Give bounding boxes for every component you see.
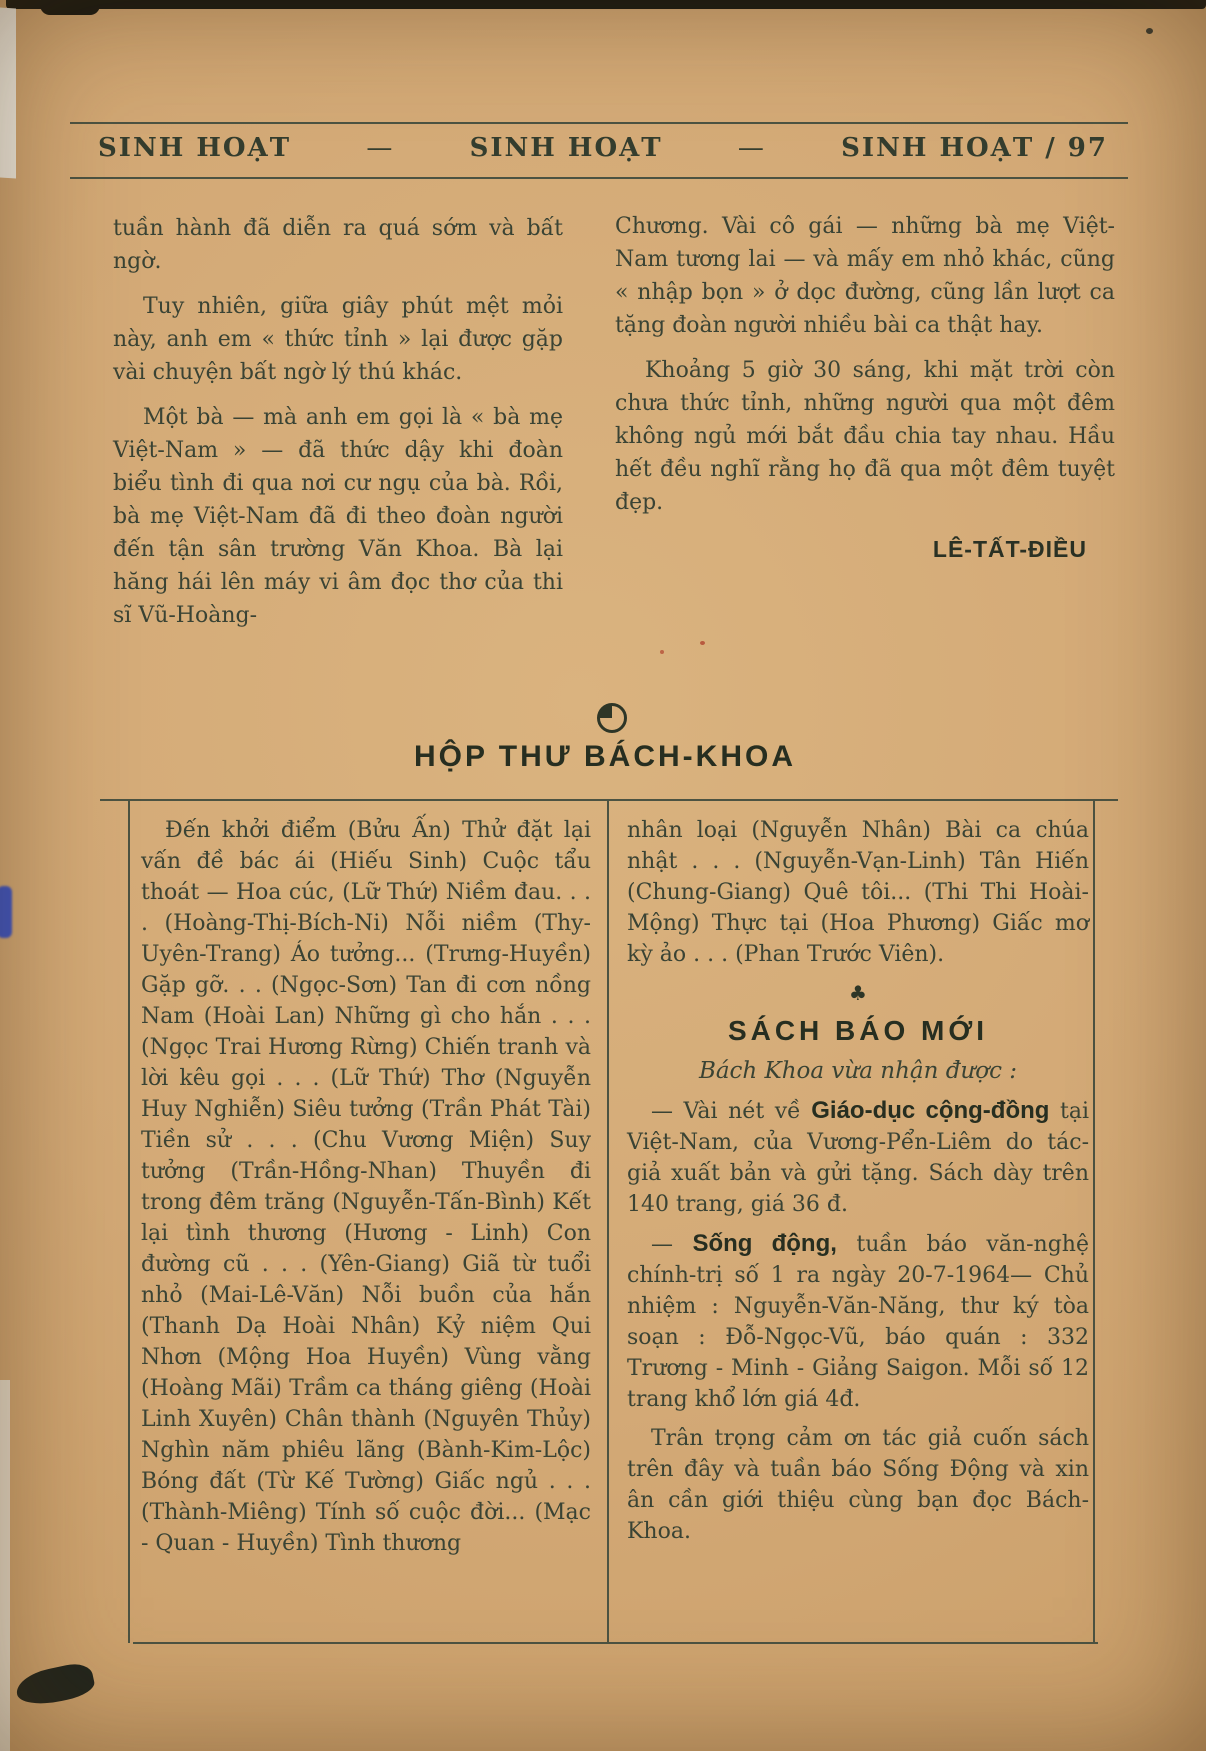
paragraph: Một bà — mà anh em gọi là « bà mẹ Việt-Nam » — đã thức dậy khi đoàn biểu tình đi qua nơi cư ngụ của bà. Rồi, bà mẹ Việt-Nam đã đi theo đoàn người đến tận sân trường Văn Khoa. Bà lại hăng hái lên máy vi âm đọc thơ của thi sĩ Vũ-Hoàng- <box>113 405 563 628</box>
header-dash-1: — <box>366 133 395 163</box>
book-item-rest: tại Việt-Nam, của Vương-Pển-Liêm do tác-giả xuất bản và gửi tặng. Sách dày trên 140 trang, giá 36 đ. <box>627 1099 1089 1217</box>
section-title-new-books: SÁCH BÁO MỚI <box>727 1015 989 1046</box>
box-column-divider <box>607 800 609 1643</box>
scan-shadow-bump <box>40 0 100 15</box>
paragraph: Chương. Vài cô gái — những bà mẹ Việt-Nam tương lai — và mấy em nhỏ khác, cũng « nhập bọn » ở dọc đường, cũng lần lượt ca tặng đoàn người nhiều bài ca thật hay. <box>615 214 1115 338</box>
book-title-bold: Sống động, <box>692 1230 837 1257</box>
box-rule-top <box>100 799 1118 801</box>
book-item-rest: tuần báo văn-nghệ chính-trị số 1 ra ngày 20-7-1964— Chủ nhiệm : Nguyễn-Văn-Năng, thư ký tòa soạn : Đỗ-Ngọc-Vũ, báo quán : 332 Trương - Minh - Giảng Saigon. Mỗi số 12 trang khổ lớn giá 4đ. <box>627 1232 1089 1412</box>
quarter-circle-ornament-icon <box>597 703 627 733</box>
running-header <box>98 133 1108 163</box>
ink-dot <box>1146 28 1153 34</box>
header-rule-top <box>70 122 1128 124</box>
book-item <box>627 1095 1089 1220</box>
author-signature: LÊ-TẤT-ĐIỀU <box>932 536 1087 562</box>
red-speck <box>660 650 664 654</box>
running-title-1: SINH HOẠT <box>98 133 292 163</box>
box-rule-bottom <box>133 1642 1098 1644</box>
mailbox-text-left: Đến khởi điểm (Bửu Ấn) Thử đặt lại vấn đề bác ái (Hiếu Sinh) Cuộc tẩu thoát — Hoa cúc, (Lữ Thứ) Niềm đau. . . . (Hoàng-Thị-Bích-Ni) Nỗi niềm (Thy-Uyên-Trang) Áo tưởng... (Trưng-Huyền) Gặp gỡ. . . (Ngọc-Sơn) Tan đi cơn nồng Nam (Hoài Lan) Những gì cho hắn . . . (Ngọc Trai Hương Rừng) Chiến tranh và lời kêu gọi . . . (Lữ Thứ) Thơ (Nguyễn Huy Nghiễn) Siêu tưởng (Trần Phát Tài) Tiền sử . . . (Chu Vương Miện) Suy tưởng (Trần-Hồng-Nhan) Thuyền đi trong đêm trăng (Nguyễn-Tấn-Bình) Kết lại tình thương (Hương - Linh) Con đường cũ . . . (Yên-Giang) Giã từ tuổi nhỏ (Mai-Lê-Văn) Nỗi buồn của hắn (Thanh Dạ Hoài Nhân) Kỷ niệm Qui Nhơn (Mộng Hoa Huyền) Vùng vằng (Hoàng Mãi) Trầm ca tháng giêng (Hoài Linh Xuyên) Chân thành (Nguyên Thủy) Nghìn năm phiêu lãng (Bành-Kim-Lộc) Bóng đất (Từ Kế Tường) Giấc ngủ . . . (Thành-Miêng) Tính số cuộc đời... (Mạc - Quan - Huyền) Tình thương <box>141 818 591 1556</box>
article-column-left <box>113 212 563 644</box>
running-title-2: SINH HOẠT <box>469 133 663 163</box>
mailbox-column-right <box>627 815 1089 1555</box>
mailbox-text-right: nhân loại (Nguyễn Nhân) Bài ca chúa nhật . . . (Nguyễn-Vạn-Linh) Tân Hiến (Chung-Giang) Quê tôi... (Thi Thi Hoài-Mộng) Thực tại (Hoa Phương) Giấc mơ kỳ ảo . . . (Phan Trước Viên). <box>627 818 1089 967</box>
book-item <box>627 1228 1089 1415</box>
box-border-left <box>128 800 130 1643</box>
book-item-prefix: — <box>651 1232 693 1257</box>
blue-ink-mark <box>0 886 12 938</box>
ink-smudge <box>13 1660 96 1709</box>
page-edge-top <box>0 7 16 178</box>
red-speck <box>700 641 705 645</box>
page-edge-bottom <box>0 1380 10 1751</box>
paragraph: tuần hành đã diễn ra quá sớm và bất ngờ. <box>113 216 563 274</box>
book-title-bold: Giáo-dục cộng-đồng <box>811 1097 1050 1124</box>
closing-note: Trân trọng cảm ơn tác giả cuốn sách trên đây và tuần báo Sống Động và xin ân cần giới thiệu cùng bạn đọc Bách-Khoa. <box>627 1426 1089 1544</box>
new-books-intro: Bách Khoa vừa nhận được : <box>698 1058 1018 1084</box>
fleuron-icon: ♣ <box>849 981 867 1005</box>
mailbox-column-left <box>141 815 591 1567</box>
paragraph: Tuy nhiên, giữa giây phút mệt mỏi này, anh em « thức tỉnh » lại được gặp vài chuyện bất ngờ lý thú khác. <box>113 294 563 385</box>
article-column-right <box>615 210 1115 566</box>
book-item-prefix: — Vài nét về <box>651 1099 812 1124</box>
scan-shadow-top-bar <box>6 0 1206 9</box>
paragraph: Khoảng 5 giờ 30 sáng, khi mặt trời còn chưa thức tỉnh, những người qua một đêm không ngủ mới bắt đầu chia tay nhau. Hầu hết đều nghĩ rằng họ đã qua một đêm tuyệt đẹp. <box>615 358 1115 515</box>
running-title-page: SINH HOẠT / 97 <box>841 133 1108 163</box>
header-rule-bottom <box>70 177 1128 179</box>
header-dash-2: — <box>737 133 766 163</box>
section-title-mailbox: HỘP THƯ BÁCH-KHOA <box>414 740 796 773</box>
box-border-right <box>1093 800 1095 1643</box>
